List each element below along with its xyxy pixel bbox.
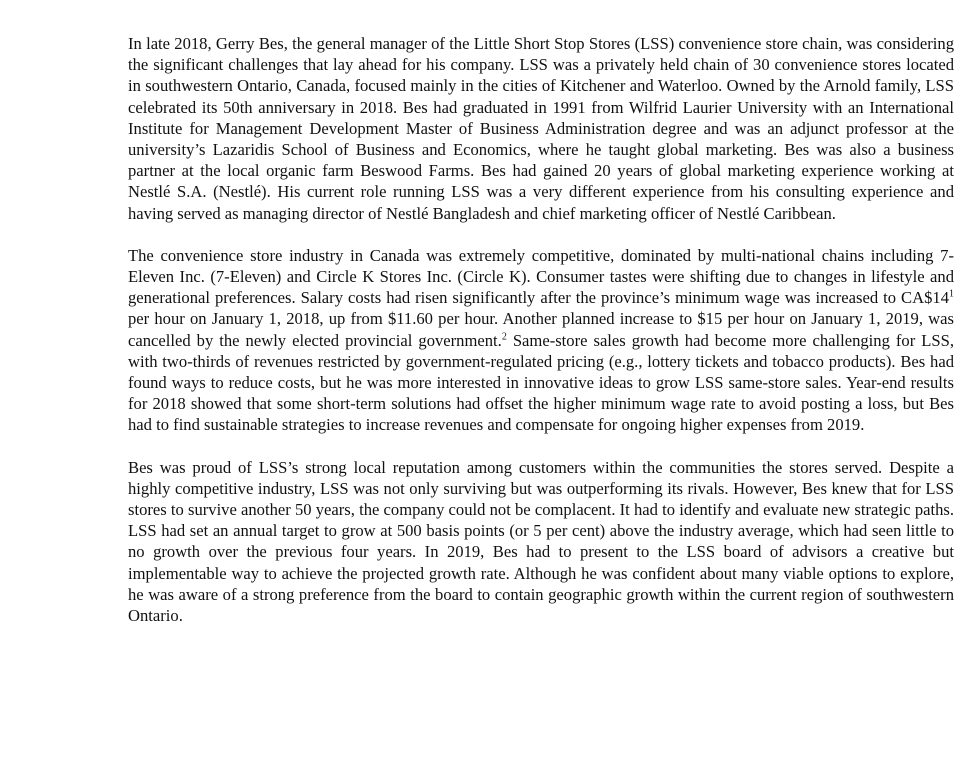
paragraph-industry bbox=[128, 245, 954, 436]
document-body bbox=[128, 33, 954, 626]
paragraph-intro: In late 2018, Gerry Bes, the general manager of the Little Short Stop Stores (LSS) convenience store chain, was considering the significant challenges that lay ahead for his company. LSS was a privately held chain of 30 convenience stores located in southwestern Ontario, Canada, focused mainly in the cities of Kitchener and Waterloo. Owned by the Arnold family, LSS celebrated its 50th anniversary in 2018. Bes had graduated in 1991 from Wilfrid Laurier University with an International Institute for Management Development Master of Business Administration degree and was an adjunct professor at the university’s Lazaridis School of Business and Economics, where he taught global marketing. Bes was also a business partner at the local organic farm Beswood Farms. Bes had gained 20 years of global marketing experience working at Nestlé S.A. (Nestlé). His current role running LSS was a very different experience from his consulting experience and having served as managing director of Nestlé Bangladesh and chief marketing officer of Nestlé Caribbean. bbox=[128, 34, 954, 223]
paragraph-industry-part3: Same-store sales growth had become more challenging for LSS, with two-thirds of revenues restricted by government-regulated pricing (e.g., lottery tickets and tobacco products). Bes had found ways to reduce costs, but he was more interested in innovative ideas to grow LSS same-store sales. Year-end results for 2018 showed that some short-term solutions had offset the higher minimum wage rate to avoid posting a loss, but Bes had to find sustainable strategies to increase revenues and compensate for ongoing higher expenses from 2019. bbox=[128, 330, 955, 435]
footnote-marker-2[interactable]: 2 bbox=[501, 331, 507, 343]
paragraph-reputation: Bes was proud of LSS’s strong local reputation among customers within the communities the stores served. Despite a highly competitive industry, LSS was not only surviving but was outperforming its rivals. However, Bes knew that for LSS stores to survive another 50 years, the company could not be complacent. It had to identify and evaluate new strategic paths. LSS had set an annual target to grow at 500 basis points (or 5 per cent) above the industry average, which had seen little to no growth over the previous four years. In 2019, Bes had to present to the LSS board of advisors a creative but implementable way to achieve the projected growth rate. Although he was confident about many viable options to explore, he was aware of a strong preference from the board to contain geographic growth within the current region of southwestern Ontario. bbox=[128, 457, 954, 626]
footnote-marker-1[interactable]: 1 bbox=[949, 288, 954, 300]
paragraph-industry-part2: per hour on January 1, 2018, up from $11.60 per hour. Another planned increase to $15 per hour on January 1, 2019, was cancelled by the newly elected provincial government. bbox=[128, 309, 954, 350]
paragraph-industry-part1: The convenience store industry in Canada was extremely competitive, dominated by multi-national chains including 7-Eleven Inc. (7-Eleven) and Circle K Stores Inc. (Circle K). Consumer tastes were shifting due to changes in lifestyle and generational preferences. Salary costs had risen significantly after the province’s minimum wage was increased to CA$14 bbox=[128, 245, 954, 308]
